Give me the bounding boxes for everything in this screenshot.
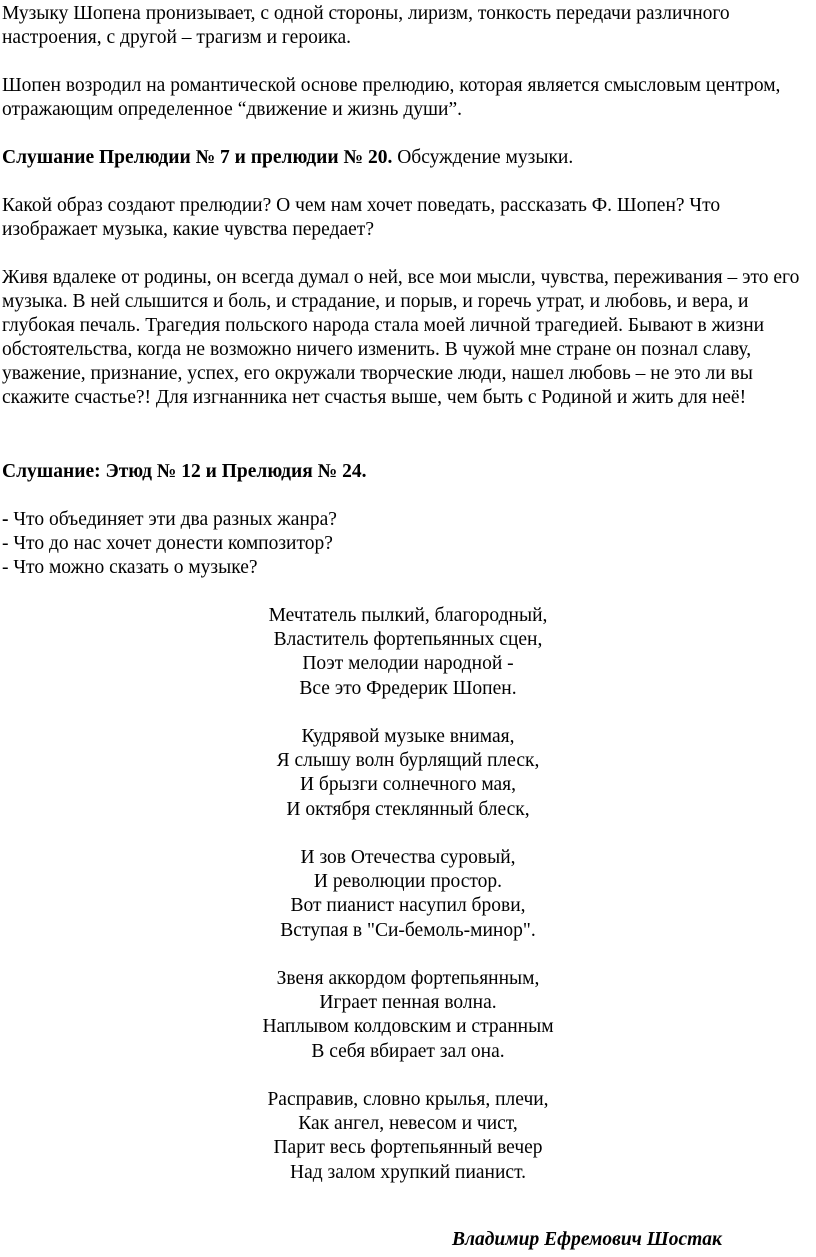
poem-stanza-4 xyxy=(0,967,816,1064)
poem-stanza-1 xyxy=(0,604,816,701)
question-text: Что до нас хочет донести композитор? xyxy=(8,533,333,554)
poem-stanza-2 xyxy=(0,725,816,822)
listening-1-heading: Слушание Прелюдии № 7 и прелюдии № 20. xyxy=(2,147,393,168)
question-dash: - xyxy=(2,509,9,530)
poem-line: Наплывом колдовским и странным xyxy=(262,1016,554,1038)
question-text: Что можно сказать о музыке? xyxy=(8,557,258,578)
question-dash: - xyxy=(2,557,9,578)
poem-line: Расправив, словно крылья, плечи, xyxy=(267,1089,549,1110)
question-item xyxy=(2,532,812,556)
poem-line: И революции простор. xyxy=(313,871,503,893)
poem-line: И октября стеклянный блеск, xyxy=(286,798,530,820)
poem-line: Звеня аккордом фортепьянным, xyxy=(276,968,540,989)
poem-line: И брызги солнечного мая, xyxy=(299,774,517,796)
poem-line: Властитель фортепьянных сцен, xyxy=(273,629,543,651)
paragraph-intro: Музыку Шопена пронизывает, с одной стороны, лиризм, тонкость передачи различного настроения, с другой – трагизм и героика. xyxy=(2,3,730,48)
poem-stanza-5 xyxy=(0,1088,816,1185)
poem-author: Владимир Ефремович Шостак xyxy=(452,1229,722,1250)
paragraph-listening-1 xyxy=(2,146,812,170)
poem-line: Я слышу волн бурлящий плеск, xyxy=(276,750,540,772)
question-dash: - xyxy=(2,533,9,554)
paragraph-prelude: Шопен возродил на романтической основе прелюдию, которая является смысловым центром, отражающим определенное “движение и жизнь души”. xyxy=(2,75,781,120)
question-item xyxy=(2,508,812,532)
question-text: Что объединяет эти два разных жанра? xyxy=(8,509,337,530)
poem-line: Все это Фредерик Шопен. xyxy=(299,677,517,699)
listening-1-rest: Обсуждение музыки. xyxy=(392,147,574,168)
paragraph-biography: Живя вдалеке от родины, он всегда думал о ней, все мои мысли, чувства, переживания – это его музыка. В ней слышится и боль, и страдание, и порыв, и горечь утрат, и любовь, и вера, и глубокая печаль. Трагедия польского народа стала моей личной трагедией. Бывают в жизни обстоятельства, когда не возможно ничего изменить. В чужой мне стране он познал славу, уважение, признание, успех, его окружали творческие люди, нашел любовь – не это ли вы скажите счастье?! Для изгнанника нет счастья выше, чем быть с Родиной и жить для неё! xyxy=(2,267,800,408)
poem-line: В себя вбирает зал она. xyxy=(311,1040,505,1062)
paragraph-questions-intro: Какой образ создают прелюдии? О чем нам хочет поведать, рассказать Ф. Шопен? Что изображает музыка, какие чувства передает? xyxy=(2,195,721,240)
poem-line: Поэт мелодии народной - xyxy=(302,653,514,675)
poem-line: Кудрявой музыке внимая, xyxy=(301,726,515,747)
question-list xyxy=(2,508,812,580)
paragraph-listening-2: Слушание: Этюд № 12 и Прелюдия № 24. xyxy=(2,461,367,482)
poem-line: Как ангел, невесом и чист, xyxy=(298,1113,518,1135)
poem-line: Мечтатель пылкий, благородный, xyxy=(268,605,548,626)
question-item xyxy=(2,556,812,580)
poem-line: Над залом хрупкий пианист. xyxy=(289,1161,527,1183)
poem-line: И зов Отечества суровый, xyxy=(300,847,516,868)
poem-line: Вступая в "Си-бемоль-минор". xyxy=(280,919,536,941)
poem-line: Вот пианист насупил брови, xyxy=(290,895,526,917)
poem-line: Играет пенная волна. xyxy=(319,992,497,1014)
poem-line: Парит весь фортепьянный вечер xyxy=(273,1137,543,1159)
poem-stanza-3 xyxy=(0,846,816,943)
